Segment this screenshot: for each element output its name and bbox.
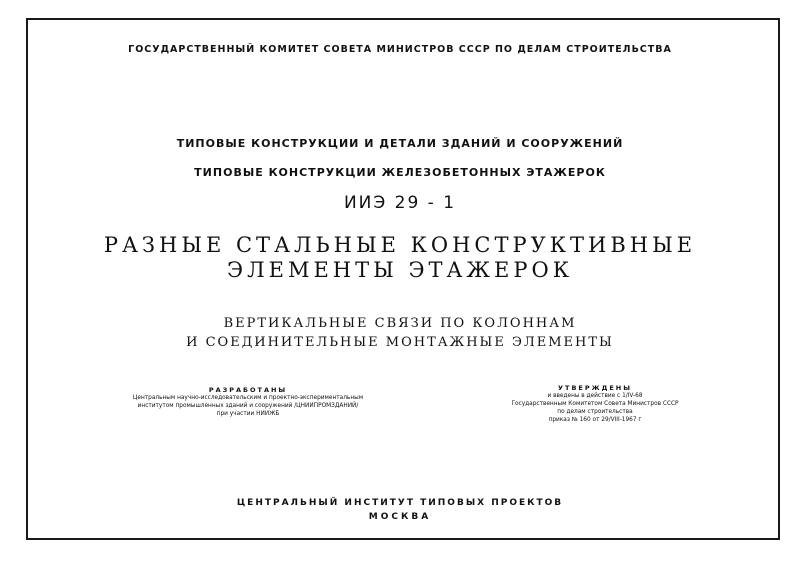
document-subtitle-line-2: И СОЕДИНИТЕЛЬНЫЕ МОНТАЖНЫЕ ЭЛЕМЕНТЫ [186, 335, 614, 350]
approved-by-block [500, 384, 690, 424]
document-title-line-1: РАЗНЫЕ СТАЛЬНЫЕ КОНСТРУКТИВНЫЕ [103, 233, 697, 257]
developed-heading: РАЗРАБОТАНЫ [208, 386, 288, 394]
document-subtitle-line-1: ВЕРТИКАЛЬНЫЕ СВЯЗИ ПО КОЛОННАМ [223, 316, 577, 331]
agency-header: ГОСУДАРСТВЕННЫЙ КОМИТЕТ СОВЕТА МИНИСТРОВ СССР ПО ДЕЛАМ СТРОИТЕЛЬСТВА [128, 44, 672, 55]
approved-heading: УТВЕРЖДЕНЫ [558, 384, 632, 392]
series-line-2: ТИПОВЫЕ КОНСТРУКЦИИ ЖЕЛЕЗОБЕТОННЫХ ЭТАЖЕРОК [194, 166, 606, 179]
document-title-line-2: ЭЛЕМЕНТЫ ЭТАЖЕРОК [227, 258, 573, 282]
series-code: ИИЭ 29 - 1 [343, 193, 457, 213]
publisher-institute: ЦЕНТРАЛЬНЫЙ ИНСТИТУТ ТИПОВЫХ ПРОЕКТОВ [236, 498, 564, 508]
developed-line-2: институтом промышленных зданий и сооружений /ЦНИИПРОМЗДАНИЙ/ [137, 403, 359, 409]
approved-line-4: приказ № 160 от 29/VIII-1967 г [548, 417, 642, 423]
series-line-1: ТИПОВЫЕ КОНСТРУКЦИИ И ДЕТАЛИ ЗДАНИЙ И СООРУЖЕНИЙ [176, 137, 624, 150]
publisher-city: МОСКВА [368, 512, 432, 522]
approved-line-1: и введены в действие с 1/IV-68 [547, 393, 643, 399]
approved-line-2: Государственным Комитетом Совета Министров СССР [511, 401, 679, 407]
developed-by-block [128, 386, 368, 418]
developed-line-3: при участии НИИЖБ [216, 411, 280, 417]
developed-line-1: Центральным научно-исследовательским и проектно-экспериментальным [132, 395, 364, 401]
approved-line-3: по делам строительства [557, 409, 633, 415]
